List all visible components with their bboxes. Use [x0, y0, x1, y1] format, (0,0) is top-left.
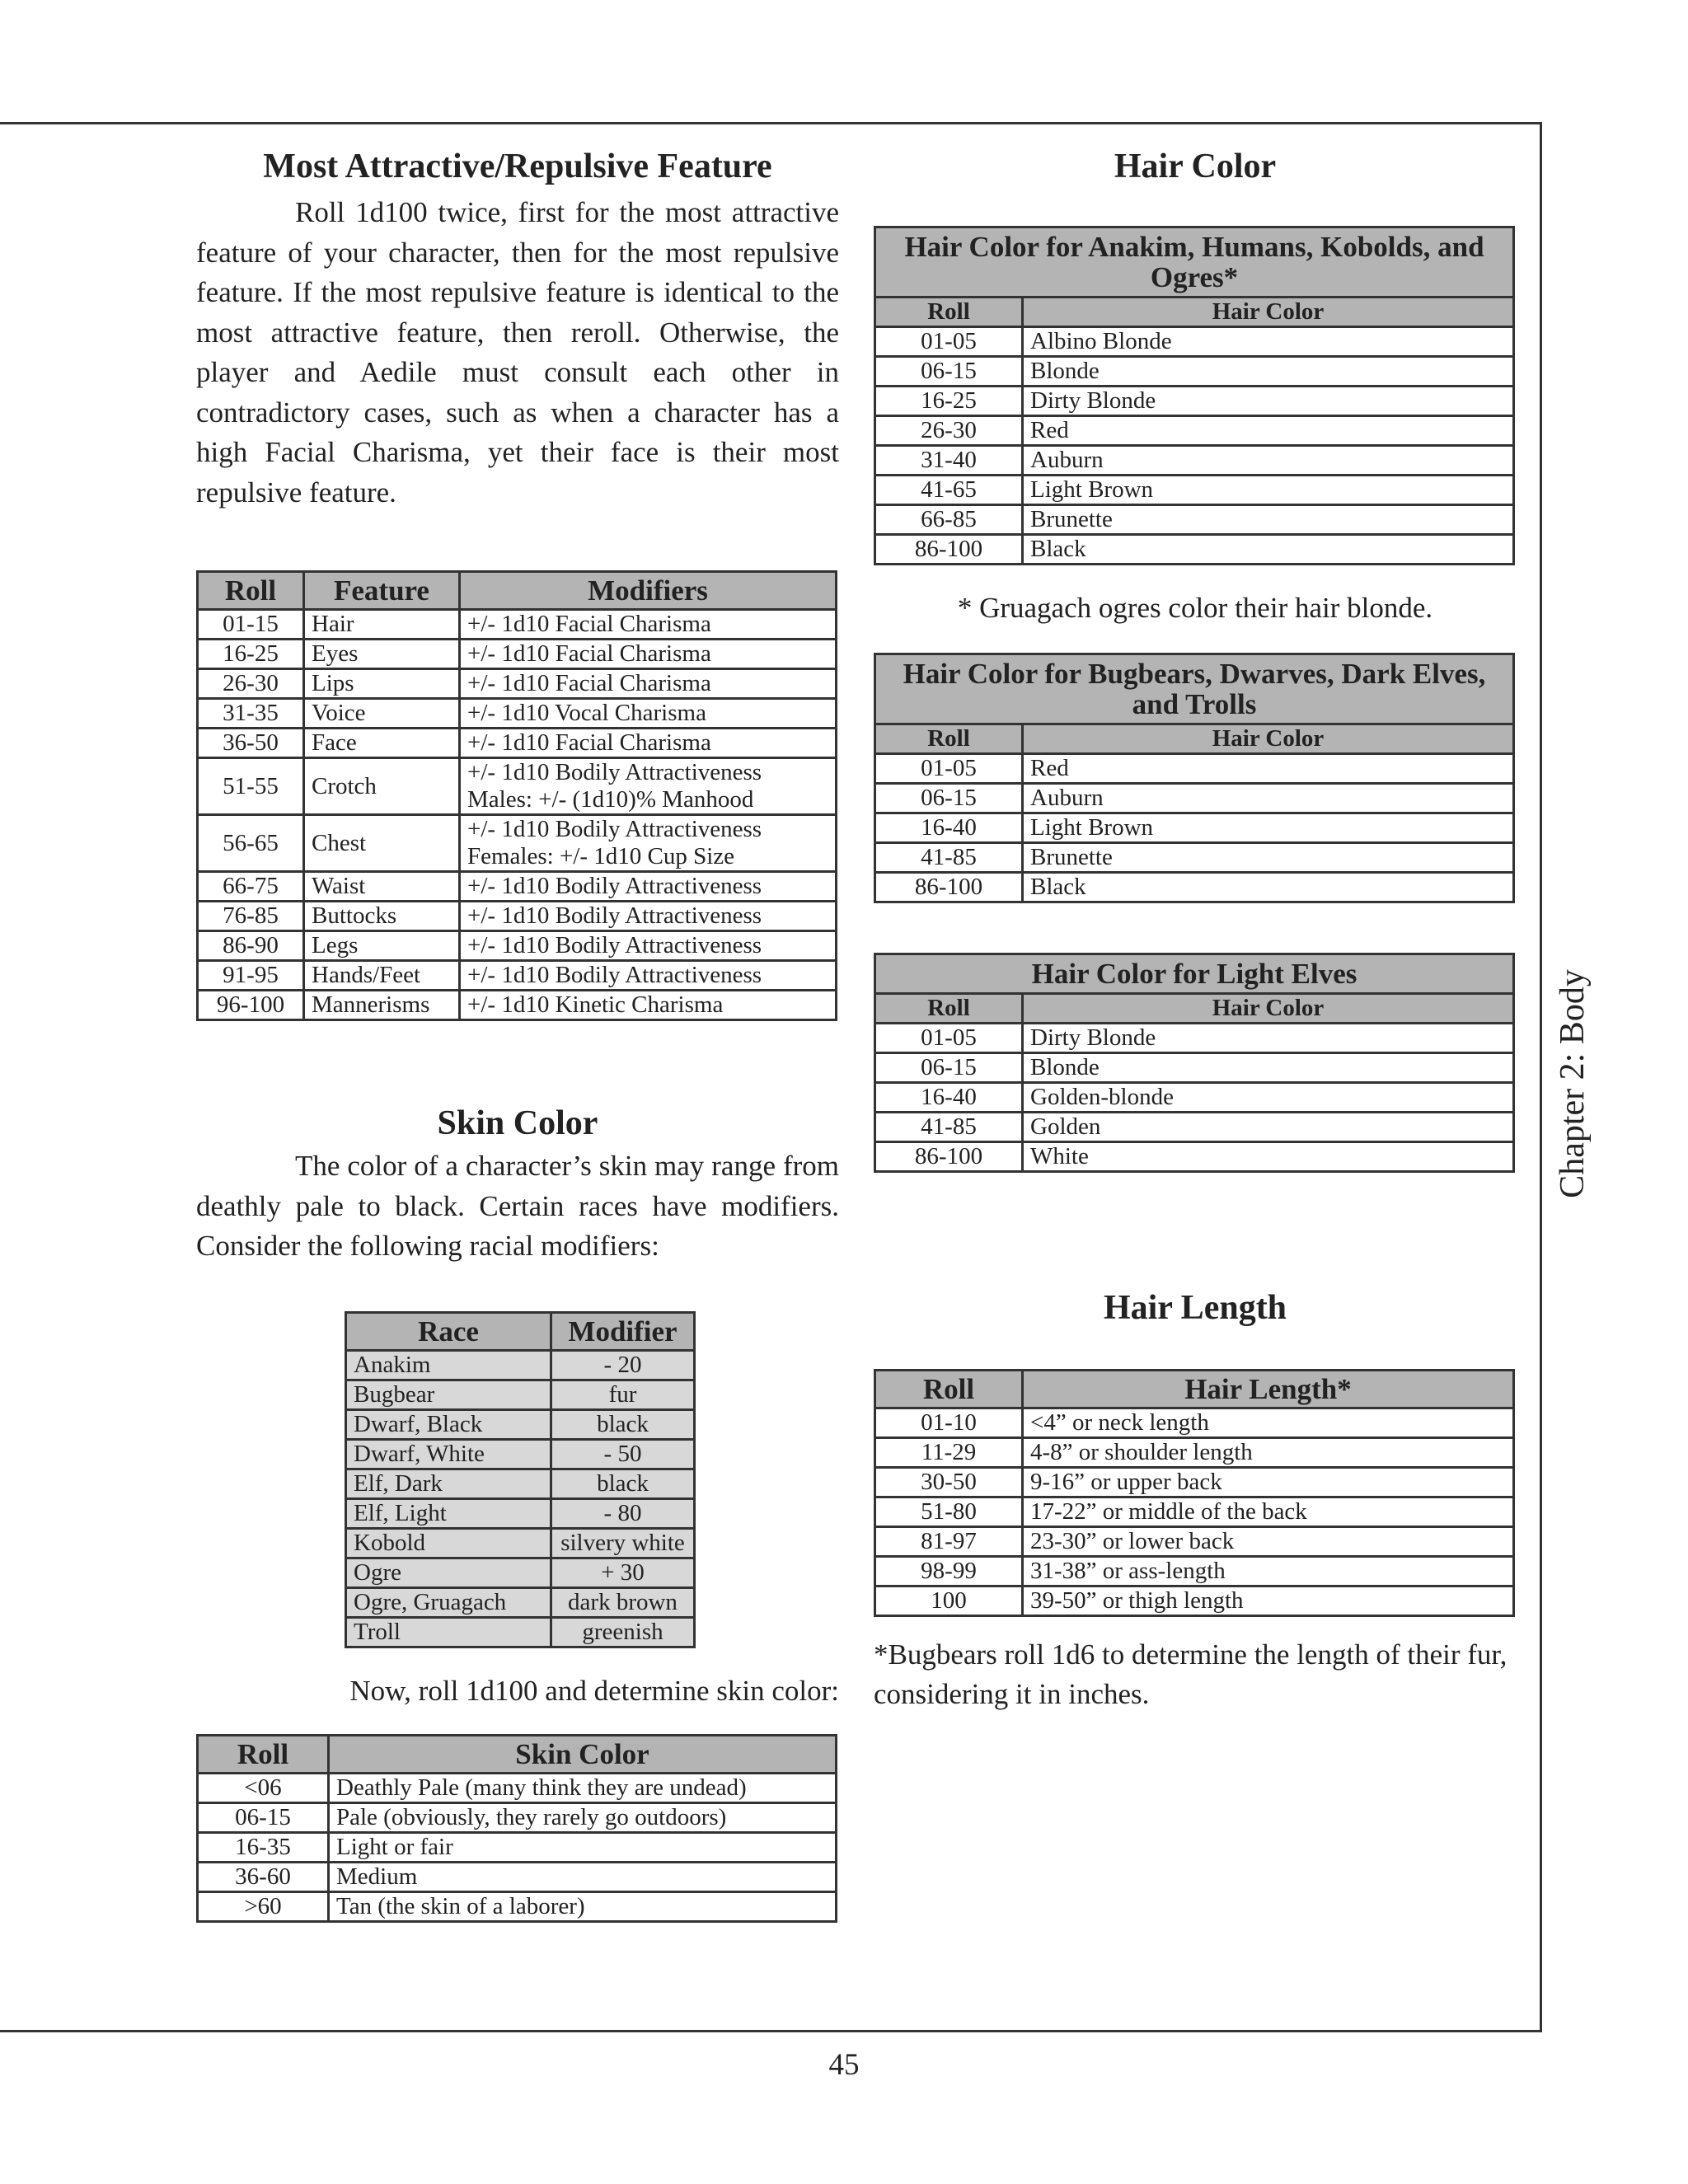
feature-name: Hair: [304, 610, 460, 640]
hair-color-header-row: [875, 298, 1514, 327]
feature-row: [198, 729, 837, 758]
hair-color-row: [875, 327, 1514, 357]
hair-color-roll: 86-100: [875, 535, 1023, 565]
race-modifier: fur: [551, 1380, 695, 1409]
race-row: [346, 1409, 695, 1439]
hair-color-roll: 01-05: [875, 754, 1023, 784]
hair-color-table: [874, 653, 1515, 903]
skin-roll: >60: [198, 1892, 329, 1922]
feature-name: Hands/Feet: [304, 961, 460, 991]
race-row: [346, 1587, 695, 1617]
hair-color-table-title: Hair Color for Light Elves: [875, 954, 1514, 994]
race-modifier: - 80: [551, 1498, 695, 1528]
hair-color-row: [875, 754, 1514, 784]
race-name: Dwarf, White: [346, 1439, 551, 1469]
feature-modifier-line: +/- 1d10 Bodily Attractiveness: [467, 962, 762, 988]
hair-color-value: Auburn: [1023, 784, 1514, 813]
race-row: [346, 1380, 695, 1409]
hair-length-value: 9-16” or upper back: [1023, 1468, 1514, 1497]
feature-modifiers: [460, 931, 837, 961]
hair-color-row: [875, 446, 1514, 476]
feature-modifiers: [460, 610, 837, 640]
hair-color-row: [875, 416, 1514, 446]
feature-modifier-line: +/- 1d10 Vocal Charisma: [467, 700, 706, 726]
race-modifier: silvery white: [551, 1528, 695, 1558]
hair-color-roll: 86-100: [875, 873, 1023, 902]
feature-roll: 66-75: [198, 872, 304, 902]
race-row: [346, 1439, 695, 1469]
race-name: Elf, Dark: [346, 1469, 551, 1498]
feature-roll: 91-95: [198, 961, 304, 991]
hair-length-row: [875, 1468, 1514, 1497]
race-header: Race: [346, 1312, 551, 1350]
feature-name: Chest: [304, 815, 460, 872]
feature-modifiers: [460, 729, 837, 758]
race-row: [346, 1528, 695, 1558]
hair-length-value: 4-8” or shoulder length: [1023, 1438, 1514, 1468]
feature-name: Crotch: [304, 758, 460, 815]
feature-row: [198, 872, 837, 902]
hair-color-row: [875, 784, 1514, 813]
hair-color-value: Albino Blonde: [1023, 327, 1514, 357]
feature-roll: 56-65: [198, 815, 304, 872]
hair-length-row: [875, 1438, 1514, 1468]
race-name: Anakim: [346, 1350, 551, 1380]
feature-name: Waist: [304, 872, 460, 902]
race-modifier: dark brown: [551, 1587, 695, 1617]
skin-header-roll: Roll: [198, 1736, 329, 1774]
hair-color-value: White: [1023, 1142, 1514, 1172]
race-row: [346, 1558, 695, 1587]
race-name: Bugbear: [346, 1380, 551, 1409]
race-modifier: black: [551, 1409, 695, 1439]
feature-modifiers: [460, 961, 837, 991]
feature-row: [198, 961, 837, 991]
race-row: [346, 1498, 695, 1528]
hair-color-value: Auburn: [1023, 446, 1514, 476]
race-name: Kobold: [346, 1528, 551, 1558]
hair-color-roll: 31-40: [875, 446, 1023, 476]
hair-length-roll: 01-10: [875, 1408, 1023, 1438]
skin-color: Medium: [329, 1863, 837, 1892]
hair-color-roll: 06-15: [875, 1053, 1023, 1083]
feature-modifier-line: +/- 1d10 Kinetic Charisma: [467, 991, 724, 1018]
race-modifier: - 50: [551, 1439, 695, 1469]
hair-color-row: [875, 535, 1514, 565]
feature-name: Lips: [304, 669, 460, 699]
hair-length-roll: 98-99: [875, 1557, 1023, 1586]
hair-color-title-row: [875, 654, 1514, 724]
hair-color-roll: 01-05: [875, 327, 1023, 357]
skin-color-table: [196, 1734, 837, 1923]
hair-color-header-color: Hair Color: [1023, 724, 1514, 754]
feature-modifier-line: Females: +/- 1d10 Cup Size: [467, 843, 735, 869]
page-number: 45: [828, 2048, 860, 2082]
feature-roll: 51-55: [198, 758, 304, 815]
hair-length-value: <4” or neck length: [1023, 1408, 1514, 1438]
hair-color-roll: 01-05: [875, 1024, 1023, 1053]
hair-color-value: Black: [1023, 873, 1514, 902]
skin-row: [198, 1892, 837, 1922]
length-header-length: Hair Length*: [1023, 1371, 1514, 1408]
skin-heading: Skin Color: [437, 1104, 598, 1142]
feature-modifier-line: Males: +/- (1d10)% Manhood: [467, 786, 754, 813]
hair-color-header-row: [875, 994, 1514, 1024]
feature-modifiers: [460, 699, 837, 729]
feature-name: Legs: [304, 931, 460, 961]
feature-name: Eyes: [304, 640, 460, 669]
skin-roll: 16-35: [198, 1833, 329, 1863]
hair-length-roll: 30-50: [875, 1468, 1023, 1497]
feature-roll: 01-15: [198, 610, 304, 640]
hair-color-value: Dirty Blonde: [1023, 387, 1514, 416]
feature-row: [198, 902, 837, 931]
skin-row: [198, 1833, 837, 1863]
hair-color-roll: 16-40: [875, 1083, 1023, 1113]
hair-color-row: [875, 505, 1514, 535]
feature-roll: 86-90: [198, 931, 304, 961]
skin-header-color: Skin Color: [329, 1736, 837, 1774]
hair-color-row: [875, 1053, 1514, 1083]
hair-color-table: [874, 953, 1515, 1173]
skin-row: [198, 1774, 837, 1803]
hair-length-row: [875, 1527, 1514, 1557]
hair-length-heading: Hair Length: [1103, 1289, 1287, 1327]
feature-modifier-line: +/- 1d10 Facial Charisma: [467, 611, 711, 637]
race-name: Troll: [346, 1617, 551, 1647]
race-name: Ogre: [346, 1558, 551, 1587]
hair-color-value: Golden: [1023, 1113, 1514, 1142]
hair-color-header-color: Hair Color: [1023, 994, 1514, 1024]
feature-row: [198, 815, 837, 872]
hair-length-roll: 100: [875, 1586, 1023, 1616]
feature-modifier-line: +/- 1d10 Bodily Attractiveness: [467, 932, 762, 958]
hair-color-row: [875, 873, 1514, 902]
attractive-paragraph: Roll 1d100 twice, first for the most attractive feature of your character, then for the most repulsive feature. If the most repulsive feature is identical to the most attractive feature, then reroll. Otherwise, the player and Aedile must consult each other in contradictory cases, such as when a character has a high Facial Charisma, yet their face is their most repulsive feature.: [196, 196, 839, 509]
skin-color: Light or fair: [329, 1833, 837, 1863]
skin-roll: <06: [198, 1774, 329, 1803]
feature-name: Face: [304, 729, 460, 758]
skin-color: Pale (obviously, they rarely go outdoors): [329, 1803, 837, 1833]
hair-length-value: 39-50” or thigh length: [1023, 1586, 1514, 1616]
hair-color-row: [875, 1142, 1514, 1172]
skin-color: Tan (the skin of a laborer): [329, 1892, 837, 1922]
hair-color-row: [875, 1113, 1514, 1142]
feature-roll: 26-30: [198, 669, 304, 699]
feature-modifiers: [460, 991, 837, 1020]
feature-header-modifiers: Modifiers: [460, 572, 837, 610]
hair-length-row: [875, 1557, 1514, 1586]
hair-color-title-row: [875, 954, 1514, 994]
hair-color-row: [875, 1024, 1514, 1053]
hair-color-roll: 26-30: [875, 416, 1023, 446]
hair-color-value: Golden-blonde: [1023, 1083, 1514, 1113]
feature-modifier-line: +/- 1d10 Facial Charisma: [467, 670, 711, 696]
feature-modifiers: [460, 758, 837, 815]
hair-color-row: [875, 1083, 1514, 1113]
feature-roll: 31-35: [198, 699, 304, 729]
hair-color-value: Light Brown: [1023, 813, 1514, 843]
hair-length-row: [875, 1408, 1514, 1438]
race-modifier: + 30: [551, 1558, 695, 1587]
hair-color-value: Brunette: [1023, 505, 1514, 535]
hair-color-roll: 66-85: [875, 505, 1023, 535]
race-name: Dwarf, Black: [346, 1409, 551, 1439]
hair-color-title-row: [875, 227, 1514, 298]
hair-color-table-title: Hair Color for Bugbears, Dwarves, Dark Elves, and Trolls: [875, 654, 1514, 724]
feature-roll: 76-85: [198, 902, 304, 931]
hair-length-table: [874, 1369, 1515, 1617]
feature-modifiers: [460, 815, 837, 872]
hair-color-roll: 41-85: [875, 843, 1023, 873]
hair-length-value: 17-22” or middle of the back: [1023, 1497, 1514, 1527]
hair-color-header-roll: Roll: [875, 724, 1023, 754]
hair-color-roll: 16-40: [875, 813, 1023, 843]
hair-color-value: Blonde: [1023, 357, 1514, 387]
hair-color-header-row: [875, 724, 1514, 754]
hair-length-roll: 81-97: [875, 1527, 1023, 1557]
hair-length-roll: 51-80: [875, 1497, 1023, 1527]
hair-color-value: Red: [1023, 754, 1514, 784]
feature-header-feature: Feature: [304, 572, 460, 610]
feature-row: [198, 758, 837, 815]
feature-modifiers: [460, 669, 837, 699]
hair-color-value: Blonde: [1023, 1053, 1514, 1083]
hair-color-table-title: Hair Color for Anakim, Humans, Kobolds, and Ogres*: [875, 227, 1514, 298]
skin-row: [198, 1803, 837, 1833]
feature-modifier-line: +/- 1d10 Facial Charisma: [467, 729, 711, 756]
hair-color-footnote: * Gruagach ogres color their hair blonde.: [957, 592, 1433, 624]
feature-modifiers: [460, 902, 837, 931]
attractive-heading: Most Attractive/Repulsive Feature: [263, 148, 772, 185]
skin-row: [198, 1863, 837, 1892]
hair-length-row: [875, 1497, 1514, 1527]
hair-length-value: 23-30” or lower back: [1023, 1527, 1514, 1557]
race-modifier: - 20: [551, 1350, 695, 1380]
feature-roll: 96-100: [198, 991, 304, 1020]
feature-row: [198, 610, 837, 640]
feature-roll: 36-50: [198, 729, 304, 758]
hair-color-roll: 86-100: [875, 1142, 1023, 1172]
hair-color-heading: Hair Color: [1114, 148, 1277, 185]
hair-color-roll: 06-15: [875, 357, 1023, 387]
hair-color-roll: 16-25: [875, 387, 1023, 416]
length-header-roll: Roll: [875, 1371, 1023, 1408]
race-modifier-table: [345, 1311, 696, 1648]
left-column: [196, 147, 839, 1923]
hair-color-value: Red: [1023, 416, 1514, 446]
feature-name: Voice: [304, 699, 460, 729]
feature-row: [198, 669, 837, 699]
race-row: [346, 1350, 695, 1380]
hair-color-roll: 41-85: [875, 1113, 1023, 1142]
feature-name: Buttocks: [304, 902, 460, 931]
hair-color-row: [875, 476, 1514, 505]
feature-modifier-line: +/- 1d10 Bodily Attractiveness: [467, 759, 762, 785]
feature-row: [198, 931, 837, 961]
skin-roll: 36-60: [198, 1863, 329, 1892]
hair-color-row: [875, 387, 1514, 416]
feature-modifiers: [460, 872, 837, 902]
race-modifier: greenish: [551, 1617, 695, 1647]
feature-modifier-line: +/- 1d10 Bodily Attractiveness: [467, 816, 762, 842]
hair-color-row: [875, 843, 1514, 873]
hair-color-header-roll: Roll: [875, 994, 1023, 1024]
hair-color-header-color: Hair Color: [1023, 298, 1514, 327]
race-row: [346, 1469, 695, 1498]
hair-color-header-roll: Roll: [875, 298, 1023, 327]
hair-length-row: [875, 1586, 1514, 1616]
skin-instruction: Now, roll 1d100 and determine skin color:: [349, 1674, 839, 1707]
hair-color-table: [874, 226, 1515, 565]
hair-length-footnote: *Bugbears roll 1d6 to determine the length of their fur, considering it in inches.: [874, 1638, 1507, 1710]
chapter-label: Chapter 2: Body: [1554, 969, 1592, 1198]
feature-modifier-line: +/- 1d10 Bodily Attractiveness: [467, 902, 762, 929]
hair-length-value: 31-38” or ass-length: [1023, 1557, 1514, 1586]
feature-row: [198, 699, 837, 729]
hair-length-roll: 11-29: [875, 1438, 1023, 1468]
hair-color-row: [875, 357, 1514, 387]
hair-color-row: [875, 813, 1514, 843]
feature-name: Mannerisms: [304, 991, 460, 1020]
right-column: [874, 147, 1517, 1714]
feature-table: [196, 570, 837, 1021]
feature-roll: 16-25: [198, 640, 304, 669]
feature-header-roll: Roll: [198, 572, 304, 610]
race-row: [346, 1617, 695, 1647]
skin-roll: 06-15: [198, 1803, 329, 1833]
race-name: Ogre, Gruagach: [346, 1587, 551, 1617]
feature-row: [198, 991, 837, 1020]
skin-color: Deathly Pale (many think they are undead): [329, 1774, 837, 1803]
feature-modifier-line: +/- 1d10 Bodily Attractiveness: [467, 873, 762, 899]
feature-row: [198, 640, 837, 669]
race-modifier: black: [551, 1469, 695, 1498]
feature-modifiers: [460, 640, 837, 669]
skin-paragraph: The color of a character’s skin may range from deathly pale to black. Certain races have modifiers. Consider the following racial modifiers:: [196, 1150, 839, 1262]
hair-color-value: Light Brown: [1023, 476, 1514, 505]
hair-color-roll: 06-15: [875, 784, 1023, 813]
hair-color-value: Brunette: [1023, 843, 1514, 873]
race-name: Elf, Light: [346, 1498, 551, 1528]
chapter-sidebar: [1548, 948, 1597, 1220]
hair-color-value: Black: [1023, 535, 1514, 565]
hair-color-value: Dirty Blonde: [1023, 1024, 1514, 1053]
feature-modifier-line: +/- 1d10 Facial Charisma: [467, 640, 711, 667]
hair-color-roll: 41-65: [875, 476, 1023, 505]
modifier-header: Modifier: [551, 1312, 695, 1350]
